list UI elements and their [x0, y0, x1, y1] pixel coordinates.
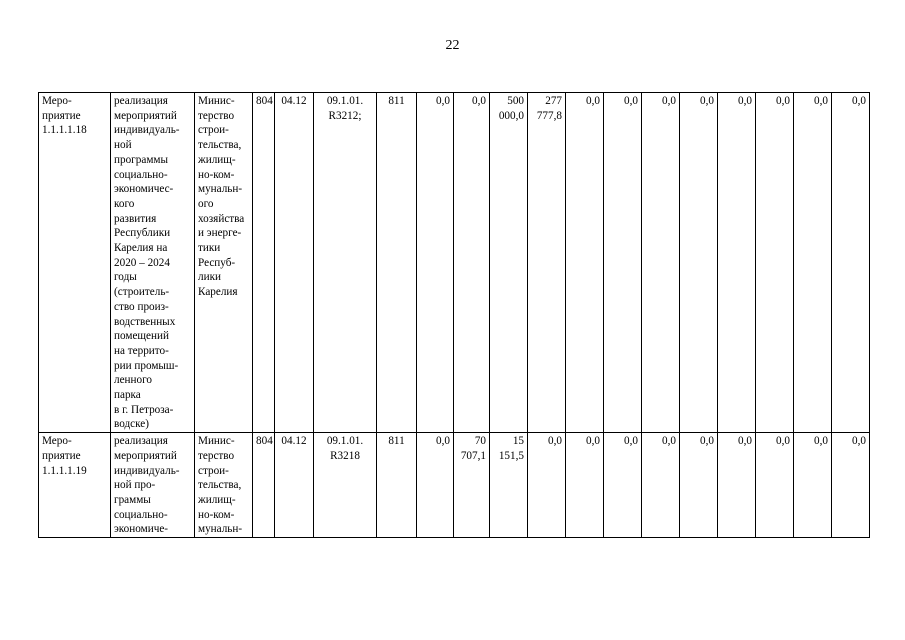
- budget-table: [38, 92, 905, 538]
- cell-line: ство произ-: [114, 300, 169, 313]
- value-cell: [756, 433, 794, 538]
- value-cell: [604, 93, 642, 433]
- cell-line: Меро-: [42, 435, 72, 448]
- cell-line: 811: [388, 435, 405, 448]
- cell-line: приятие: [42, 109, 81, 122]
- cell-line: кого: [114, 197, 135, 210]
- cell-line: ной: [114, 139, 132, 152]
- cell-line: водственных: [114, 315, 176, 328]
- cell-line: водске): [114, 418, 149, 431]
- cell-line: 500: [507, 95, 524, 107]
- cell-line: 804: [256, 435, 273, 448]
- cell-line: 0,0: [624, 435, 638, 448]
- cell-line: граммы: [114, 493, 151, 506]
- cell-line: терство: [198, 449, 235, 462]
- value-cell: [528, 93, 566, 433]
- table-row: [39, 93, 905, 433]
- cell-line: ого: [198, 197, 214, 210]
- cell-line: мероприятий: [114, 109, 177, 122]
- csr-cell: [314, 93, 377, 433]
- cell-line: 000,0: [498, 109, 524, 122]
- cell-line: 0,0: [852, 435, 866, 448]
- cell-line: 04.12: [281, 95, 307, 107]
- cell-line: 0,0: [436, 95, 450, 107]
- cell-line: терство: [198, 109, 235, 122]
- vr-cell: [377, 433, 417, 538]
- cell-line: индивидуаль-: [114, 124, 180, 137]
- value-cell: [642, 93, 680, 433]
- cell-line: социально-: [114, 508, 168, 521]
- executor-cell: [195, 433, 253, 538]
- value-cell: [604, 433, 642, 538]
- value-cell: [718, 433, 756, 538]
- cell-line: 0,0: [586, 435, 600, 448]
- cell-line: парка: [114, 389, 141, 402]
- cell-line: помещений: [114, 330, 169, 343]
- rzpr-cell: [275, 433, 314, 538]
- cell-line: лики: [198, 271, 221, 284]
- cell-line: R3218: [330, 449, 360, 462]
- value-cell: [832, 433, 870, 538]
- cell-line: мунальн-: [198, 183, 243, 196]
- executor-cell: [195, 93, 253, 433]
- cell-line: 0,0: [852, 95, 866, 107]
- value-cell: [718, 93, 756, 433]
- vr-cell: [377, 93, 417, 433]
- rzpr-cell: [275, 93, 314, 433]
- cell-line: 15: [512, 435, 524, 448]
- cell-line: хозяйства: [198, 212, 245, 225]
- value-cell: [417, 433, 454, 538]
- cell-line: Карелия: [198, 286, 238, 299]
- cell-line: развития: [114, 212, 157, 225]
- grbs-cell: [253, 433, 275, 538]
- value-cell: [454, 433, 490, 538]
- cell-line: Меро-: [42, 95, 72, 107]
- cell-line: но-ком-: [198, 168, 235, 181]
- cell-line: реализация: [114, 95, 168, 107]
- cell-line: жилищ-: [198, 493, 236, 506]
- cell-line: (строитель-: [114, 286, 170, 299]
- cell-line: индивидуаль-: [114, 464, 180, 477]
- cell-line: мунальн-: [198, 523, 243, 536]
- table-row: [39, 433, 905, 538]
- cell-line: мероприятий: [114, 449, 177, 462]
- cell-line: 811: [388, 95, 405, 107]
- cell-line: 2020 – 2024: [114, 256, 170, 269]
- event-cell: [39, 433, 111, 538]
- cell-line: экономичес-: [114, 183, 174, 196]
- value-cell: [566, 93, 604, 433]
- cell-line: на террито-: [114, 344, 169, 357]
- cell-line: Минис-: [198, 435, 235, 448]
- cell-line: 0,0: [662, 435, 676, 448]
- cell-line: годы: [114, 271, 137, 284]
- table-body: [39, 93, 905, 538]
- cell-line: реализация: [114, 435, 168, 448]
- cell-line: социально-: [114, 168, 168, 181]
- cell-line: но-ком-: [198, 508, 235, 521]
- value-cell: [794, 433, 832, 538]
- cell-line: экономиче-: [114, 523, 169, 536]
- cell-line: 0,0: [776, 95, 790, 107]
- cell-line: 0,0: [700, 95, 714, 107]
- cell-line: 09.1.01.: [326, 435, 364, 448]
- cell-line: 0,0: [586, 95, 600, 107]
- cell-line: в г. Петроза-: [114, 403, 174, 416]
- cell-line: 0,0: [662, 95, 676, 107]
- cell-line: Республики: [114, 227, 171, 240]
- cell-line: 0,0: [700, 435, 714, 448]
- cell-line: 0,0: [548, 435, 562, 448]
- cell-line: тики: [198, 242, 221, 255]
- cell-line: 151,5: [498, 449, 524, 462]
- cell-line: тельства,: [198, 479, 242, 492]
- cell-line: 0,0: [472, 95, 486, 107]
- cell-line: 09.1.01.: [326, 95, 364, 107]
- cell-line: 804: [256, 95, 273, 107]
- cell-line: 0,0: [738, 435, 752, 448]
- grbs-cell: [253, 93, 275, 433]
- cell-line: строи-: [198, 124, 229, 137]
- value-cell: [794, 93, 832, 433]
- value-cell: [454, 93, 490, 433]
- event-cell: [39, 93, 111, 433]
- cell-line: 0,0: [436, 435, 450, 448]
- csr-cell: [314, 433, 377, 538]
- cell-line: 0,0: [624, 95, 638, 107]
- cell-line: 70: [474, 435, 486, 448]
- cell-line: 277: [545, 95, 562, 107]
- cell-line: 0,0: [776, 435, 790, 448]
- cell-line: 777,8: [536, 109, 562, 122]
- value-cell: [680, 433, 718, 538]
- cell-line: приятие: [42, 449, 81, 462]
- value-cell: [490, 433, 528, 538]
- cell-line: 707,1: [460, 449, 486, 462]
- value-cell: [756, 93, 794, 433]
- cell-line: рии промыш-: [114, 359, 179, 372]
- cell-line: 0,0: [738, 95, 752, 107]
- cell-line: 1.1.1.1.19: [42, 464, 87, 477]
- cell-line: программы: [114, 153, 168, 166]
- value-cell: [832, 93, 870, 433]
- cell-line: Карелия на: [114, 242, 168, 255]
- cell-line: Респуб-: [198, 256, 236, 269]
- value-cell: [680, 93, 718, 433]
- cell-line: тельства,: [198, 139, 242, 152]
- description-cell: [111, 433, 195, 538]
- cell-line: 1.1.1.1.18: [42, 124, 87, 137]
- value-cell: [642, 433, 680, 538]
- cell-line: 04.12: [281, 435, 307, 448]
- value-cell: [417, 93, 454, 433]
- cell-line: ной про-: [114, 479, 156, 492]
- cell-line: Минис-: [198, 95, 235, 107]
- cell-line: R3212;: [328, 109, 362, 122]
- cell-line: 0,0: [814, 435, 828, 448]
- value-cell: [490, 93, 528, 433]
- cell-line: и энерге-: [198, 227, 242, 240]
- cell-line: ленного: [114, 374, 153, 387]
- description-cell: [111, 93, 195, 433]
- cell-line: 0,0: [814, 95, 828, 107]
- cell-line: жилищ-: [198, 153, 236, 166]
- cell-line: строи-: [198, 464, 229, 477]
- value-cell: [566, 433, 604, 538]
- value-cell: [528, 433, 566, 538]
- page-number: 22: [445, 38, 460, 53]
